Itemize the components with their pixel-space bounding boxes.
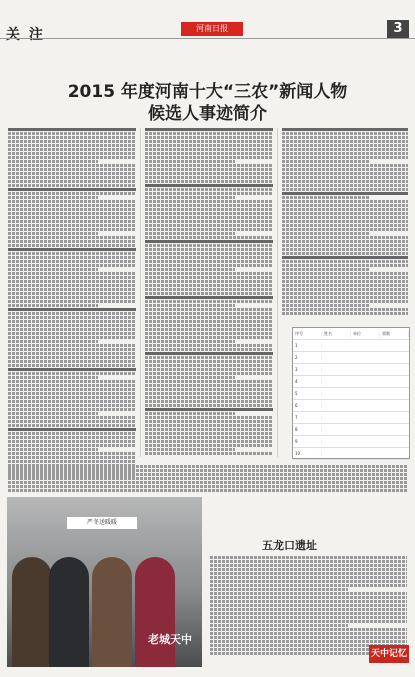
headline-line-1: 2015 年度河南十大“三农”新闻人物 (67, 82, 348, 102)
text-line (282, 156, 408, 159)
text-line (8, 216, 136, 219)
text-line (8, 469, 408, 472)
text-line (145, 328, 273, 331)
text-line (145, 172, 273, 175)
text-line (145, 180, 273, 183)
text-line (145, 320, 273, 323)
text-line (282, 196, 370, 199)
text-line (145, 380, 273, 383)
text-line (145, 256, 273, 259)
text-line (8, 268, 98, 271)
text-line (145, 384, 273, 387)
text-line (282, 256, 408, 259)
text-line (145, 312, 273, 315)
text-line (145, 272, 273, 275)
text-line (145, 160, 235, 163)
column-separator (277, 128, 278, 457)
vote-table (292, 327, 410, 459)
text-line (145, 248, 273, 251)
text-line (145, 396, 273, 399)
text-line (8, 296, 136, 299)
text-line (8, 300, 136, 303)
text-line (8, 276, 136, 279)
text-line (145, 392, 273, 395)
text-line (145, 264, 273, 267)
text-line (210, 556, 407, 559)
text-line (8, 312, 136, 315)
text-line (145, 444, 273, 447)
text-line (145, 316, 273, 319)
text-line (145, 424, 273, 427)
text-line (145, 144, 273, 147)
table-row (293, 352, 409, 364)
text-line (145, 188, 273, 191)
text-line (210, 572, 407, 575)
text-line (210, 580, 407, 583)
text-line (145, 184, 273, 187)
text-line (282, 224, 408, 227)
table-row (293, 364, 409, 376)
text-line (8, 456, 136, 459)
text-line (8, 244, 136, 247)
table-row (293, 448, 409, 460)
text-line (282, 236, 408, 239)
text-line (8, 236, 136, 239)
text-line (145, 344, 273, 347)
text-line (282, 160, 370, 163)
text-line (282, 280, 408, 283)
text-line (145, 268, 235, 271)
text-line (145, 132, 273, 135)
text-line (210, 560, 407, 563)
text-line (145, 448, 235, 451)
text-line (8, 380, 136, 383)
text-line (145, 420, 273, 423)
text-line (145, 280, 273, 283)
text-line (8, 396, 136, 399)
text-line (282, 200, 408, 203)
text-line (8, 264, 136, 267)
text-line (145, 236, 273, 239)
text-line (282, 144, 408, 147)
text-line (8, 292, 136, 295)
text-line (8, 272, 136, 275)
text-line (8, 284, 136, 287)
text-line (8, 428, 136, 431)
text-line (8, 152, 136, 155)
text-line (282, 136, 408, 139)
text-line (145, 412, 235, 415)
text-line (282, 164, 408, 167)
text-line (210, 612, 407, 615)
text-line (145, 440, 273, 443)
text-line (8, 481, 408, 484)
text-line (8, 485, 408, 488)
text-line (8, 460, 136, 463)
text-line (8, 204, 136, 207)
text-line (145, 260, 273, 263)
table-row (293, 400, 409, 412)
text-line (282, 260, 408, 263)
text-line (145, 208, 273, 211)
text-line (145, 304, 235, 307)
text-line (145, 176, 273, 179)
text-line (145, 228, 273, 231)
text-line (145, 416, 273, 419)
table-cell: 9 (293, 439, 322, 444)
text-line (145, 436, 273, 439)
text-line (8, 200, 136, 203)
table-cell: 序号 (293, 331, 322, 337)
text-line (145, 148, 273, 151)
text-line (282, 168, 408, 171)
text-line (282, 304, 370, 307)
news-photo (7, 497, 202, 667)
text-line (282, 252, 408, 255)
text-line (210, 576, 407, 579)
text-line (210, 588, 348, 591)
text-column-3 (282, 128, 408, 318)
text-line (8, 392, 136, 395)
text-line (8, 144, 136, 147)
text-line (8, 384, 136, 387)
text-line (8, 136, 136, 139)
table-row (293, 412, 409, 424)
right-article-text (210, 556, 407, 656)
text-line (145, 244, 273, 247)
photo-caption: 老城天中 (148, 633, 192, 646)
text-column-2 (145, 128, 273, 458)
text-line (145, 156, 273, 159)
table-row (293, 376, 409, 388)
text-line (8, 448, 98, 451)
text-line (282, 208, 408, 211)
text-line (8, 228, 136, 231)
table-cell: 5 (293, 391, 322, 396)
text-line (8, 172, 136, 175)
text-line (145, 252, 273, 255)
text-line (282, 272, 408, 275)
text-line (145, 140, 273, 143)
text-line (282, 212, 408, 215)
table-cell: 4 (293, 379, 322, 384)
text-line (8, 364, 136, 367)
section-title: 关 注 (6, 27, 45, 43)
text-line (145, 168, 273, 171)
text-line (8, 224, 136, 227)
table-cell: 3 (293, 367, 322, 372)
text-line (8, 176, 136, 179)
text-line (145, 240, 273, 243)
text-line (145, 224, 273, 227)
text-line (8, 400, 136, 403)
text-line (282, 128, 408, 131)
text-line (8, 160, 98, 163)
text-line (8, 288, 136, 291)
column-separator (140, 128, 141, 457)
text-line (145, 152, 273, 155)
text-line (210, 624, 348, 627)
table-row (293, 436, 409, 448)
table-row (293, 424, 409, 436)
text-line (145, 296, 273, 299)
text-line (145, 352, 273, 355)
text-line (145, 128, 273, 131)
text-line (145, 284, 273, 287)
text-line (145, 216, 273, 219)
text-line (145, 276, 273, 279)
text-line (145, 404, 273, 407)
text-line (145, 200, 273, 203)
text-line (8, 336, 136, 339)
column-label: 天中记忆 (369, 645, 409, 663)
text-line (145, 400, 273, 403)
text-line (145, 212, 273, 215)
text-line (8, 340, 98, 343)
table-row (293, 388, 409, 400)
text-line (8, 348, 136, 351)
text-line (210, 592, 407, 595)
text-line (282, 308, 408, 311)
text-line (282, 220, 408, 223)
text-line (282, 192, 408, 195)
text-line (145, 204, 273, 207)
table-cell: 10 (293, 451, 322, 456)
text-line (282, 268, 370, 271)
text-line (8, 196, 98, 199)
text-line (145, 428, 273, 431)
text-line (210, 564, 407, 567)
text-line (282, 264, 408, 267)
text-line (210, 608, 407, 611)
text-line (282, 228, 408, 231)
text-line (8, 473, 408, 476)
text-line (145, 288, 273, 291)
text-line (8, 232, 98, 235)
table-cell: 2 (293, 355, 322, 360)
text-line (8, 388, 136, 391)
text-line (8, 408, 136, 411)
text-line (8, 440, 136, 443)
text-line (210, 596, 407, 599)
text-line (282, 180, 408, 183)
text-line (282, 172, 408, 175)
text-line (145, 220, 273, 223)
text-line (8, 188, 136, 191)
text-line (8, 156, 136, 159)
text-line (145, 308, 273, 311)
text-line (145, 408, 273, 411)
text-line (282, 284, 408, 287)
text-line (145, 376, 235, 379)
text-line (210, 640, 407, 643)
table-cell: 6 (293, 403, 322, 408)
text-line (8, 140, 136, 143)
text-line (8, 316, 136, 319)
text-line (8, 489, 408, 492)
text-column-1 (8, 128, 136, 488)
text-line (8, 212, 136, 215)
text-line (145, 324, 273, 327)
table-cell: 姓名 (322, 331, 351, 337)
text-line (145, 364, 273, 367)
text-line (210, 568, 407, 571)
text-line (8, 192, 136, 195)
text-line (8, 477, 408, 480)
headline-line-2: 候选人事迹简介 (148, 104, 267, 124)
text-line (282, 132, 408, 135)
text-line (145, 300, 273, 303)
text-line (145, 192, 273, 195)
text-line (282, 292, 408, 295)
text-line (282, 240, 408, 243)
text-line (8, 248, 136, 251)
text-line (8, 424, 136, 427)
text-line (282, 184, 408, 187)
text-line (8, 356, 136, 359)
text-line (210, 604, 407, 607)
text-line (210, 616, 407, 619)
text-line (282, 152, 408, 155)
text-line (8, 184, 136, 187)
text-line (145, 432, 273, 435)
text-line (282, 300, 408, 303)
text-line (282, 312, 408, 315)
text-line (282, 176, 408, 179)
text-line (8, 444, 136, 447)
text-line (145, 292, 273, 295)
text-line (8, 328, 136, 331)
text-line (8, 372, 136, 375)
text-line (210, 636, 407, 639)
text-line (282, 296, 408, 299)
text-line (145, 360, 273, 363)
text-line (145, 368, 273, 371)
text-line (8, 148, 136, 151)
masthead-logo: 河南日报 (181, 22, 243, 36)
text-line (282, 188, 408, 191)
text-line (8, 352, 136, 355)
text-line (8, 416, 136, 419)
text-line (8, 280, 136, 283)
page-number: 3 (387, 20, 409, 38)
text-line (210, 584, 407, 587)
right-article-title: 五龙口遗址 (262, 539, 317, 552)
text-line (145, 164, 273, 167)
text-line (8, 220, 136, 223)
text-line (8, 324, 136, 327)
text-line (8, 436, 136, 439)
text-line (145, 332, 273, 335)
text-line (210, 620, 407, 623)
text-line (8, 412, 98, 415)
table-cell: 1 (293, 343, 322, 348)
text-line (145, 196, 235, 199)
text-line (8, 368, 136, 371)
text-line (8, 320, 136, 323)
text-line (145, 340, 235, 343)
page-header (6, 20, 409, 46)
text-column-bottom (8, 465, 408, 493)
text-line (8, 404, 136, 407)
text-line (8, 164, 136, 167)
text-line (145, 232, 235, 235)
text-line (145, 136, 273, 139)
text-line (8, 360, 136, 363)
header-divider (0, 38, 415, 39)
text-line (8, 304, 98, 307)
headline (0, 81, 415, 125)
text-line (8, 420, 136, 423)
text-line (8, 452, 136, 455)
text-line (210, 632, 407, 635)
text-line (8, 260, 136, 263)
text-line (145, 336, 273, 339)
text-line (8, 208, 136, 211)
text-line (8, 432, 136, 435)
table-cell: 票数 (380, 331, 409, 337)
text-line (282, 276, 408, 279)
table-cell: 单位 (351, 331, 380, 337)
text-line (282, 288, 408, 291)
text-line (8, 344, 136, 347)
photo-tag: 严冬送暖暖 (67, 517, 137, 529)
text-line (8, 180, 136, 183)
text-line (8, 308, 136, 311)
text-line (282, 204, 408, 207)
table-cell: 8 (293, 427, 322, 432)
text-line (8, 376, 98, 379)
text-line (8, 465, 408, 468)
table-row (293, 340, 409, 352)
text-line (8, 128, 136, 131)
table-row (293, 328, 409, 340)
text-line (282, 232, 370, 235)
text-line (145, 348, 273, 351)
table-cell: 7 (293, 415, 322, 420)
text-line (282, 140, 408, 143)
text-line (282, 248, 408, 251)
text-line (8, 256, 136, 259)
text-line (210, 600, 407, 603)
text-line (282, 244, 408, 247)
text-line (8, 252, 136, 255)
text-line (282, 148, 408, 151)
text-line (8, 132, 136, 135)
text-line (145, 372, 273, 375)
text-line (282, 216, 408, 219)
text-line (8, 240, 136, 243)
text-line (8, 332, 136, 335)
text-line (145, 356, 273, 359)
text-line (8, 168, 136, 171)
text-line (210, 628, 407, 631)
text-line (145, 388, 273, 391)
text-line (145, 452, 273, 455)
